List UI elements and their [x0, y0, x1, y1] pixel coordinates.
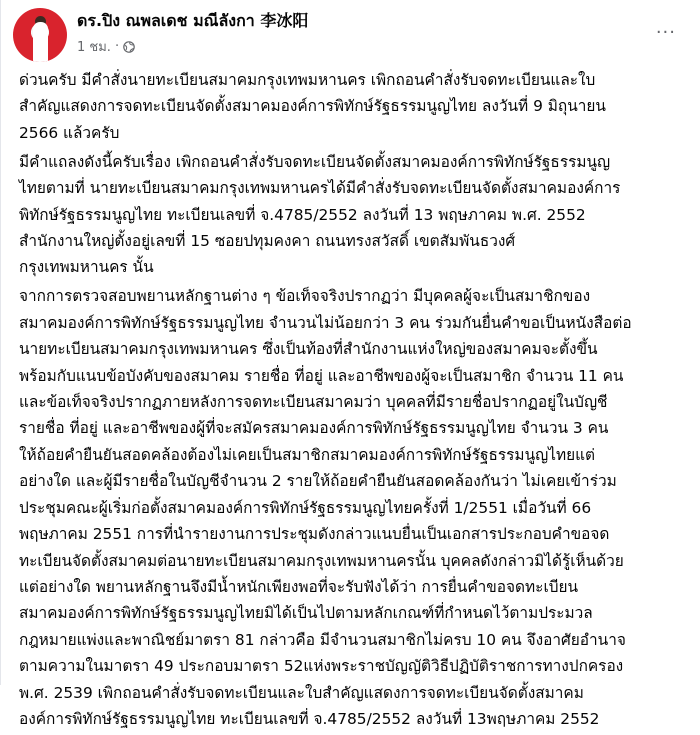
post-text-line: ตามความในมาตรา 49 ประกอบมาตรา 52แห่งพระราชบัญญัติวิธีปฏิบัติราชการทางปกครอง	[19, 657, 624, 676]
post-paragraph	[19, 67, 689, 146]
post-text-line: รายชื่อ ที่อยู่ และอาชีพของผู้ที่จะสมัครสมาคมองค์การพิทักษ์รัฐธรรมนูญไทย จำนวน 3 คน	[19, 419, 609, 438]
post-text-line: อย่างใด และผู้มีรายชื่อในบัญชีจำนวน 2 รายให้ถ้อยคำยืนยันสอดคล้องกันว่า ไม่เคยเข้าร่วม	[19, 472, 617, 491]
post-text-line: ไทยตามที่ นายทะเบียนสมาคมกรุงเทพมหานครได้มีคำสั่งรับจดทะเบียนจัดตั้งสมาคมองค์การ	[19, 179, 621, 198]
post-text-line: พิทักษ์รัฐธรรมนูญไทย ทะเบียนเลขที่ จ.4785/2552 ลงวันที่ 13 พฤษภาคม พ.ศ. 2552	[19, 205, 586, 224]
post-paragraph	[19, 283, 689, 732]
post-time[interactable]: 1 ชม.	[77, 40, 111, 55]
post-text-line: ให้ถ้อยคำยืนยันสอดคล้องต้องไม่เคยเป็นสมาชิกสมาคมองค์การพิทักษ์รัฐธรรมนูญไทยแต่	[19, 445, 596, 464]
post-text-line: สมาคมองค์การพิทักษ์รัฐธรรมนูญไทย จำนวนไม่น้อยกว่า 3 คน ร่วมกันยื่นคำขอเป็นหนังสือต่อ	[19, 313, 632, 332]
post-text-line: กรุงเทพมหานคร นั้น	[19, 258, 154, 277]
post-text-line: จากการตรวจสอบพยานหลักฐานต่าง ๆ ข้อเท็จจริงปรากฏว่า มีบุคคลผู้จะเป็นสมาชิกของ	[19, 287, 591, 306]
author-name[interactable]: ดร.ปิง ณพลเดช มณีลังกา 李冰阳	[77, 11, 309, 30]
post-text-line: พฤษภาคม 2551 การที่นำรายงานการประชุมดังกล่าวแนบยื่นเป็นเอกสารประกอบคำขอจด	[19, 525, 610, 544]
post-text-line: มีคำแถลงดังนี้ครับเรื่อง เพิกถอนคำสั่งรับจดทะเบียนจัดตั้งสมาคมองค์การพิทักษ์รัฐธรรมนูญ	[19, 152, 611, 171]
post-text-line: กฎหมายแพ่งและพาณิชย์มาตรา 81 กล่าวคือ มีจำนวนสมาชิกไม่ครบ 10 คน จึงอาศัยอำนาจ	[19, 630, 626, 649]
post-meta	[77, 36, 135, 57]
globe-icon	[123, 41, 135, 53]
post-text-line: ด่วนครับ มีคำสั่งนายทะเบียนสมาคมกรุงเทพมหานคร เพิกถอนคำสั่งรับจดทะเบียนและใบ	[19, 71, 596, 89]
post-text-line: องค์การพิทักษ์รัฐธรรมนูญไทย ทะเบียนเลขที่ จ.4785/2552 ลงวันที่ 13พฤษภาคม 2552	[19, 709, 600, 728]
post-text-line: 2566 แล้วครับ	[19, 123, 120, 142]
post-text-line: นายทะเบียนสมาคมกรุงเทพมหานคร ซึ่งเป็นท้องที่สำนักงานแห่งใหญ่ของสมาคมจะตั้งขึ้น	[19, 340, 598, 359]
meta-separator: ·	[114, 39, 120, 54]
post-text-line: แต่อย่างใด พยานหลักฐานจึงมีน้ำหนักเพียงพอที่จะรับฟังได้ว่า การยื่นคำขอจดทะเบียน	[19, 577, 579, 596]
more-options-icon[interactable]: ···	[655, 22, 676, 43]
avatar-figure	[33, 22, 48, 62]
post-text-line: ประชุมคณะผู้เริ่มก่อตั้งสมาคมองค์การพิทักษ์รัฐธรรมนูญไทยครั้งที่ 1/2551 เมื่อวันที่ 66	[19, 498, 592, 517]
post-text-line: และข้อเท็จจริงปรากฏภายหลังการจดทะเบียนสมาคมว่า บุคคลที่มีรายชื่อปรากฏอยู่ในบัญชี	[19, 393, 608, 412]
post-text-line: พร้อมกับแนบข้อบังคับของสมาคม รายชื่อ ที่อยู่ และอาชีพของผู้จะเป็นสมาชิก จำนวน 11 คน	[19, 366, 624, 385]
post-text-line: พ.ศ. 2539 เพิกถอนคำสั่งรับจดทะเบียนและใบสำคัญแสดงการจดทะเบียนจัดตั้งสมาคม	[19, 683, 584, 702]
post-paragraph	[19, 149, 689, 281]
post-text-line: ทะเบียนจัดตั้งสมาคมต่อนายทะเบียนสมาคมกรุงเทพมหานครนั้น บุคคลดังกล่าวมิได้รู้เห็นด้วย	[19, 551, 624, 570]
post-body	[19, 67, 689, 735]
post-text-line: สำคัญแสดงการจดทะเบียนจัดตั้งสมาคมองค์การพิทักษ์รัฐธรรมนูญไทย ลงวันที่ 9 มิถุนายน	[19, 97, 606, 116]
author-avatar[interactable]	[13, 8, 67, 62]
post-text-line: สำนักงานใหญ่ตั้งอยู่เลขที่ 15 ซอยปทุมคงคา ถนนทรงสวัสดิ์ เขตสัมพันธวงศ์	[19, 232, 516, 251]
post-text-line: สมาคมองค์การพิทักษ์รัฐธรรมนูญไทยมิได้เป็นไปตามหลักเกณฑ์ที่กำหนดไว้ตามประมวล	[19, 604, 593, 623]
